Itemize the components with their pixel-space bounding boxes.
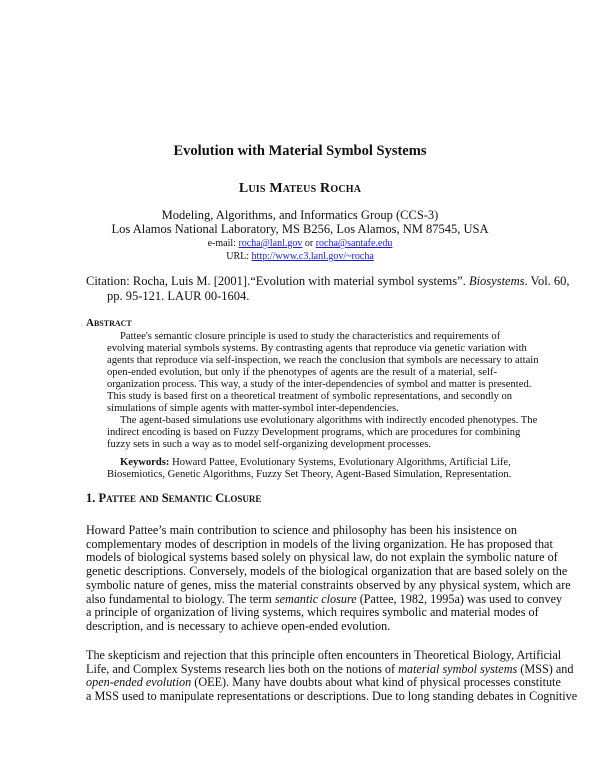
email-or: or <box>302 238 316 249</box>
text-run: (MSS) and <box>517 661 574 676</box>
homepage-link[interactable]: http://www.c3.lanl.gov/~rocha <box>251 251 374 262</box>
text-line <box>120 415 538 427</box>
text-line <box>86 524 517 538</box>
text-line <box>86 605 539 620</box>
text-line <box>120 331 501 343</box>
italic-term: Biosystems <box>468 274 525 288</box>
text-run: (OEE). Many have doubts about what kind of physical processes constitute <box>191 675 561 690</box>
italic-term: open-ended evolution <box>86 675 192 690</box>
text-line <box>86 675 561 690</box>
text-line <box>86 591 563 607</box>
text-line <box>107 343 527 355</box>
text-run: models of biological systems based solely on physical law, do not explain the symbolic nature of <box>86 550 558 565</box>
text-line <box>86 536 553 552</box>
text-run: The agent-based simulations use evolutionary algorithms with indirectly encoded phenotypes. The <box>120 415 538 426</box>
text-run: genetic descriptions. Conversely, models of the biological organization that are based solely on the <box>86 564 568 579</box>
text-run: The skepticism and rejection that this principle often encounters in Theoretical Biology, Artificial <box>86 648 562 662</box>
email-link-lanl[interactable]: rocha@lanl.gov <box>238 238 303 249</box>
author-name: Luis Mateus Rocha <box>238 181 362 196</box>
affiliation-lab: Los Alamos National Laboratory, MS B256, Los Alamos, NM 87545, USA <box>111 222 489 236</box>
text-run: description, and is necessary to achieve open-ended evolution. <box>86 618 391 633</box>
text-run: Howard Pattee, Evolutionary Systems, Evolutionary Algorithms, Artificial Life, <box>169 457 511 468</box>
citation <box>86 274 570 304</box>
text-line <box>120 457 511 469</box>
body-paragraph-2 <box>86 648 578 704</box>
text-line <box>86 550 558 565</box>
url-label: URL: <box>226 251 252 262</box>
text-line <box>86 564 568 579</box>
text-run: . Vol. 60, <box>524 274 570 288</box>
text-run: fuzzy sets in such a way as to model self-organizing development processes. <box>107 439 431 450</box>
text-line <box>107 355 539 367</box>
text-run: Citation: Rocha, Luis M. [2001].“Evolution with material symbol systems”. <box>86 274 469 288</box>
text-run: also fundamental to biology. The term <box>86 591 275 606</box>
text-run: Pattee's semantic closure principle is used to study the characteristics and requirements of <box>120 331 501 342</box>
italic-term: material symbol systems <box>398 661 518 676</box>
text-run: indirect encoding is based on Fuzzy Development programs, which are procedures for combining <box>107 427 521 438</box>
text-run: organization process. This way, a study of the inter-dependencies of symbol and matter is presented. <box>107 379 532 390</box>
text-line <box>107 379 532 391</box>
text-line <box>107 289 516 304</box>
keywords <box>107 457 512 481</box>
text-line <box>107 439 497 451</box>
email-link-santafe[interactable]: rocha@santafe.edu <box>315 238 393 249</box>
text-line <box>107 403 497 415</box>
text-line <box>107 391 513 403</box>
text-line <box>107 367 497 379</box>
text-line <box>86 577 571 593</box>
email-label: e-mail: <box>207 238 239 249</box>
text-run: Howard Pattee’s main contribution to science and philosophy has been his insistence on <box>86 523 517 537</box>
body-paragraph-1 <box>86 523 571 634</box>
text-line <box>86 689 578 704</box>
abstract-text <box>107 331 539 451</box>
paper-title: Evolution with Material Symbol Systems <box>173 143 427 159</box>
text-run: simulations of simple agents with matter-symbol inter-dependencies. <box>107 403 399 414</box>
abstract-heading: Abstract <box>86 317 132 329</box>
text-run: This study is based first on a theoretical treatment of symbolic representations, and secondly on <box>107 391 513 402</box>
text-run: a MSS used to manipulate representations or descriptions. Due to long standing debates in Cognitive <box>86 689 578 704</box>
text-run: (Pattee, 1982, 1995a) was used to convey <box>356 591 563 606</box>
url-line <box>0 250 600 263</box>
text-line <box>86 620 517 634</box>
text-run: pp. 95-121. LAUR 00-1604. <box>107 289 250 303</box>
text-run: a principle of organization of living systems, which requires symbolic and material modes of <box>86 605 539 620</box>
text-run: Life, and Complex Systems research lies both on the notions of <box>86 661 399 676</box>
section-heading: 1. Pattee and Semantic Closure <box>86 491 262 505</box>
text-line <box>86 648 562 663</box>
text-line <box>107 469 512 481</box>
text-run: evolving material symbols systems. By contrasting agents that reproduce via genetic variation with <box>107 343 527 354</box>
text-run: Biosemiotics, Genetic Algorithms, Fuzzy Set Theory, Agent-Based Simulation, Representation. <box>107 469 512 480</box>
keywords-label: Keywords: <box>120 457 170 468</box>
text-run: agents that reproduce via self-inspection, we reach the conclusion that symbols are necessary to attain <box>107 355 539 366</box>
text-line <box>86 274 570 289</box>
text-run: complementary modes of description in models of the living organization. He has proposed that <box>86 536 553 551</box>
email-line <box>0 237 600 250</box>
italic-term: semantic closure <box>274 591 357 606</box>
text-line <box>107 427 521 439</box>
text-run: symbolic nature of genes, miss the material constraints observed by any physical system, which are <box>86 577 571 592</box>
text-run: open-ended evolution, but only if the phenotypes of agents are the result of a material, self- <box>107 367 497 378</box>
text-line <box>86 661 574 677</box>
affiliation-group: Modeling, Algorithms, and Informatics Group (CCS-3) <box>161 208 439 222</box>
